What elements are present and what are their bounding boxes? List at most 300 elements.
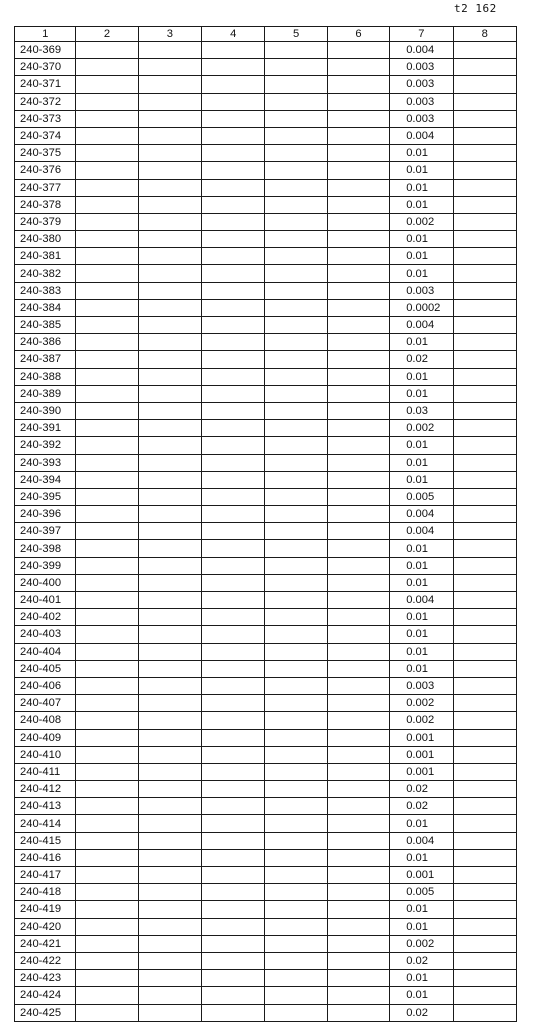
cell-empty	[265, 540, 327, 557]
cell-empty	[76, 213, 138, 230]
cell-empty	[202, 815, 265, 832]
cell-empty	[202, 746, 265, 763]
table-row	[15, 368, 517, 385]
table-row	[15, 454, 517, 471]
cell-empty	[453, 815, 516, 832]
cell-empty	[138, 763, 201, 780]
cell-empty	[202, 59, 265, 76]
cell-value: 0.01	[390, 196, 453, 213]
cell-empty	[453, 488, 516, 505]
cell-empty	[453, 626, 516, 643]
table-row	[15, 540, 517, 557]
cell-empty	[327, 643, 389, 660]
cell-value: 0.004	[390, 42, 453, 59]
cell-empty	[327, 231, 389, 248]
cell-empty	[453, 574, 516, 591]
cell-empty	[202, 763, 265, 780]
cell-empty	[138, 454, 201, 471]
cell-empty	[202, 935, 265, 952]
cell-empty	[327, 557, 389, 574]
cell-value: 0.01	[390, 334, 453, 351]
cell-empty	[327, 420, 389, 437]
cell-empty	[453, 523, 516, 540]
cell-value: 0.01	[390, 162, 453, 179]
cell-empty	[138, 488, 201, 505]
cell-empty	[453, 867, 516, 884]
cell-value: 0.02	[390, 351, 453, 368]
cell-empty	[265, 677, 327, 694]
cell-empty	[327, 110, 389, 127]
table-row	[15, 970, 517, 987]
cell-empty	[76, 781, 138, 798]
cell-empty	[138, 93, 201, 110]
cell-empty	[453, 385, 516, 402]
cell-empty	[453, 1004, 516, 1021]
cell-code: 240-379	[15, 213, 76, 230]
cell-empty	[265, 832, 327, 849]
cell-empty	[453, 437, 516, 454]
cell-empty	[76, 832, 138, 849]
cell-value: 0.01	[390, 248, 453, 265]
cell-empty	[202, 420, 265, 437]
table-row	[15, 42, 517, 59]
cell-empty	[327, 179, 389, 196]
cell-value: 0.01	[390, 643, 453, 660]
cell-empty	[265, 351, 327, 368]
cell-empty	[453, 935, 516, 952]
cell-empty	[327, 506, 389, 523]
cell-empty	[76, 849, 138, 866]
column-header-5: 5	[265, 27, 327, 42]
cell-empty	[453, 231, 516, 248]
cell-value: 0.01	[390, 385, 453, 402]
cell-empty	[453, 93, 516, 110]
table-row	[15, 763, 517, 780]
cell-empty	[265, 437, 327, 454]
cell-empty	[202, 643, 265, 660]
cell-empty	[327, 282, 389, 299]
cell-empty	[327, 952, 389, 969]
cell-empty	[327, 402, 389, 419]
cell-empty	[76, 488, 138, 505]
cell-empty	[327, 884, 389, 901]
cell-empty	[327, 763, 389, 780]
cell-empty	[453, 729, 516, 746]
cell-value: 0.004	[390, 523, 453, 540]
cell-empty	[76, 265, 138, 282]
cell-empty	[453, 832, 516, 849]
cell-empty	[76, 506, 138, 523]
column-header-2: 2	[76, 27, 138, 42]
cell-code: 240-399	[15, 557, 76, 574]
cell-empty	[202, 265, 265, 282]
cell-empty	[202, 626, 265, 643]
cell-empty	[76, 231, 138, 248]
cell-empty	[265, 849, 327, 866]
cell-empty	[76, 145, 138, 162]
cell-empty	[265, 660, 327, 677]
cell-empty	[453, 454, 516, 471]
cell-empty	[76, 970, 138, 987]
cell-value: 0.002	[390, 695, 453, 712]
cell-empty	[265, 368, 327, 385]
cell-empty	[327, 626, 389, 643]
cell-empty	[202, 110, 265, 127]
cell-value: 0.005	[390, 488, 453, 505]
cell-empty	[265, 110, 327, 127]
cell-empty	[76, 162, 138, 179]
cell-value: 0.002	[390, 935, 453, 952]
cell-empty	[138, 334, 201, 351]
cell-value: 0.001	[390, 729, 453, 746]
table-row	[15, 127, 517, 144]
cell-empty	[453, 901, 516, 918]
cell-empty	[265, 93, 327, 110]
cell-empty	[453, 420, 516, 437]
cell-code: 240-417	[15, 867, 76, 884]
cell-empty	[138, 59, 201, 76]
cell-empty	[453, 746, 516, 763]
table-row	[15, 76, 517, 93]
table-row	[15, 935, 517, 952]
cell-empty	[138, 248, 201, 265]
cell-empty	[76, 677, 138, 694]
cell-empty	[138, 592, 201, 609]
cell-empty	[138, 42, 201, 59]
cell-empty	[138, 849, 201, 866]
cell-empty	[202, 145, 265, 162]
cell-empty	[265, 162, 327, 179]
cell-empty	[138, 918, 201, 935]
column-header-6: 6	[327, 27, 389, 42]
cell-empty	[76, 574, 138, 591]
cell-code: 240-380	[15, 231, 76, 248]
cell-empty	[265, 952, 327, 969]
cell-empty	[327, 523, 389, 540]
cell-empty	[265, 385, 327, 402]
cell-empty	[453, 282, 516, 299]
cell-code: 240-415	[15, 832, 76, 849]
column-header-1: 1	[15, 27, 76, 42]
cell-empty	[138, 935, 201, 952]
table-row	[15, 196, 517, 213]
cell-empty	[76, 987, 138, 1004]
cell-empty	[202, 213, 265, 230]
cell-empty	[202, 832, 265, 849]
cell-empty	[76, 918, 138, 935]
cell-empty	[453, 712, 516, 729]
cell-empty	[202, 93, 265, 110]
cell-empty	[327, 695, 389, 712]
cell-empty	[265, 127, 327, 144]
cell-value: 0.01	[390, 145, 453, 162]
cell-empty	[453, 299, 516, 316]
table-row	[15, 884, 517, 901]
cell-empty	[327, 574, 389, 591]
cell-value: 0.01	[390, 815, 453, 832]
cell-empty	[453, 196, 516, 213]
cell-empty	[327, 351, 389, 368]
cell-empty	[138, 437, 201, 454]
cell-empty	[202, 849, 265, 866]
cell-code: 240-372	[15, 93, 76, 110]
table-row	[15, 420, 517, 437]
cell-code: 240-383	[15, 282, 76, 299]
cell-empty	[76, 746, 138, 763]
table-row	[15, 351, 517, 368]
cell-code: 240-370	[15, 59, 76, 76]
cell-empty	[138, 884, 201, 901]
cell-empty	[327, 832, 389, 849]
cell-code: 240-393	[15, 454, 76, 471]
cell-code: 240-416	[15, 849, 76, 866]
cell-empty	[138, 832, 201, 849]
cell-empty	[265, 557, 327, 574]
table-row	[15, 987, 517, 1004]
cell-code: 240-404	[15, 643, 76, 660]
cell-empty	[327, 317, 389, 334]
cell-empty	[76, 248, 138, 265]
cell-empty	[327, 196, 389, 213]
cell-empty	[202, 918, 265, 935]
cell-empty	[76, 523, 138, 540]
cell-empty	[327, 901, 389, 918]
cell-code: 240-396	[15, 506, 76, 523]
cell-code: 240-395	[15, 488, 76, 505]
cell-empty	[327, 1004, 389, 1021]
table-row	[15, 677, 517, 694]
cell-code: 240-385	[15, 317, 76, 334]
cell-empty	[76, 110, 138, 127]
cell-empty	[202, 127, 265, 144]
cell-empty	[76, 660, 138, 677]
table-row	[15, 248, 517, 265]
cell-empty	[202, 196, 265, 213]
cell-empty	[202, 334, 265, 351]
table-row	[15, 282, 517, 299]
cell-empty	[265, 506, 327, 523]
cell-empty	[265, 729, 327, 746]
cell-empty	[265, 59, 327, 76]
cell-value: 0.004	[390, 317, 453, 334]
cell-empty	[453, 798, 516, 815]
table-row	[15, 592, 517, 609]
cell-empty	[453, 42, 516, 59]
cell-code: 240-403	[15, 626, 76, 643]
cell-code: 240-406	[15, 677, 76, 694]
cell-empty	[265, 643, 327, 660]
cell-empty	[138, 729, 201, 746]
table-row	[15, 1004, 517, 1021]
cell-value: 0.01	[390, 454, 453, 471]
cell-empty	[76, 196, 138, 213]
cell-code: 240-391	[15, 420, 76, 437]
cell-empty	[138, 660, 201, 677]
cell-empty	[453, 59, 516, 76]
cell-empty	[76, 1004, 138, 1021]
cell-code: 240-422	[15, 952, 76, 969]
cell-empty	[327, 368, 389, 385]
cell-code: 240-378	[15, 196, 76, 213]
cell-empty	[327, 59, 389, 76]
cell-value: 0.01	[390, 574, 453, 591]
cell-empty	[138, 643, 201, 660]
cell-value: 0.001	[390, 763, 453, 780]
cell-empty	[76, 127, 138, 144]
cell-empty	[138, 402, 201, 419]
cell-empty	[265, 901, 327, 918]
cell-empty	[138, 420, 201, 437]
cell-empty	[265, 317, 327, 334]
cell-empty	[265, 1004, 327, 1021]
cell-empty	[265, 196, 327, 213]
cell-empty	[265, 523, 327, 540]
cell-value: 0.03	[390, 402, 453, 419]
cell-empty	[202, 437, 265, 454]
cell-empty	[76, 901, 138, 918]
cell-empty	[202, 729, 265, 746]
cell-empty	[453, 849, 516, 866]
cell-empty	[76, 815, 138, 832]
cell-empty	[453, 162, 516, 179]
cell-code: 240-405	[15, 660, 76, 677]
table-body	[15, 42, 517, 1022]
cell-empty	[138, 385, 201, 402]
cell-empty	[453, 592, 516, 609]
cell-empty	[265, 488, 327, 505]
cell-empty	[76, 351, 138, 368]
cell-value: 0.004	[390, 592, 453, 609]
table-row	[15, 901, 517, 918]
cell-empty	[202, 660, 265, 677]
cell-empty	[138, 76, 201, 93]
table-row	[15, 437, 517, 454]
cell-empty	[453, 677, 516, 694]
cell-empty	[76, 420, 138, 437]
cell-empty	[453, 76, 516, 93]
table-row	[15, 93, 517, 110]
cell-empty	[138, 162, 201, 179]
cell-empty	[453, 660, 516, 677]
table-row	[15, 231, 517, 248]
cell-value: 0.02	[390, 952, 453, 969]
cell-empty	[453, 643, 516, 660]
cell-empty	[138, 1004, 201, 1021]
cell-empty	[453, 145, 516, 162]
table-row	[15, 695, 517, 712]
cell-code: 240-414	[15, 815, 76, 832]
cell-empty	[202, 557, 265, 574]
cell-empty	[202, 454, 265, 471]
column-header-3: 3	[138, 27, 201, 42]
cell-code: 240-373	[15, 110, 76, 127]
table-row	[15, 213, 517, 230]
cell-empty	[202, 987, 265, 1004]
cell-empty	[453, 402, 516, 419]
cell-empty	[138, 815, 201, 832]
cell-code: 240-408	[15, 712, 76, 729]
cell-empty	[202, 884, 265, 901]
table-row	[15, 867, 517, 884]
cell-empty	[202, 781, 265, 798]
cell-empty	[453, 695, 516, 712]
cell-code: 240-418	[15, 884, 76, 901]
cell-empty	[138, 282, 201, 299]
cell-empty	[76, 540, 138, 557]
data-table	[14, 26, 517, 1022]
cell-empty	[327, 798, 389, 815]
cell-empty	[327, 299, 389, 316]
cell-empty	[265, 712, 327, 729]
cell-empty	[265, 592, 327, 609]
cell-empty	[453, 317, 516, 334]
cell-empty	[138, 901, 201, 918]
cell-empty	[138, 196, 201, 213]
cell-empty	[202, 867, 265, 884]
cell-code: 240-381	[15, 248, 76, 265]
cell-empty	[265, 884, 327, 901]
cell-empty	[265, 402, 327, 419]
cell-empty	[202, 402, 265, 419]
cell-empty	[265, 626, 327, 643]
cell-empty	[138, 110, 201, 127]
cell-empty	[138, 213, 201, 230]
cell-empty	[138, 712, 201, 729]
cell-empty	[76, 935, 138, 952]
cell-code: 240-421	[15, 935, 76, 952]
cell-empty	[202, 471, 265, 488]
cell-empty	[327, 712, 389, 729]
cell-code: 240-424	[15, 987, 76, 1004]
table-row	[15, 385, 517, 402]
cell-empty	[453, 506, 516, 523]
cell-empty	[265, 471, 327, 488]
cell-empty	[138, 368, 201, 385]
cell-empty	[202, 42, 265, 59]
cell-empty	[76, 729, 138, 746]
cell-empty	[202, 574, 265, 591]
cell-empty	[453, 952, 516, 969]
cell-empty	[76, 763, 138, 780]
cell-empty	[138, 867, 201, 884]
cell-value: 0.004	[390, 506, 453, 523]
cell-empty	[327, 729, 389, 746]
cell-empty	[76, 609, 138, 626]
cell-empty	[76, 334, 138, 351]
cell-empty	[265, 265, 327, 282]
cell-empty	[202, 179, 265, 196]
table-row	[15, 317, 517, 334]
cell-empty	[76, 712, 138, 729]
cell-empty	[202, 970, 265, 987]
cell-empty	[327, 42, 389, 59]
cell-empty	[327, 815, 389, 832]
cell-empty	[265, 420, 327, 437]
table-row	[15, 660, 517, 677]
cell-empty	[138, 781, 201, 798]
table-row	[15, 402, 517, 419]
cell-code: 240-388	[15, 368, 76, 385]
cell-value: 0.003	[390, 93, 453, 110]
cell-value: 0.003	[390, 76, 453, 93]
table-row	[15, 506, 517, 523]
cell-empty	[76, 385, 138, 402]
cell-code: 240-397	[15, 523, 76, 540]
cell-empty	[327, 437, 389, 454]
cell-value: 0.003	[390, 110, 453, 127]
cell-empty	[202, 299, 265, 316]
table-row	[15, 849, 517, 866]
